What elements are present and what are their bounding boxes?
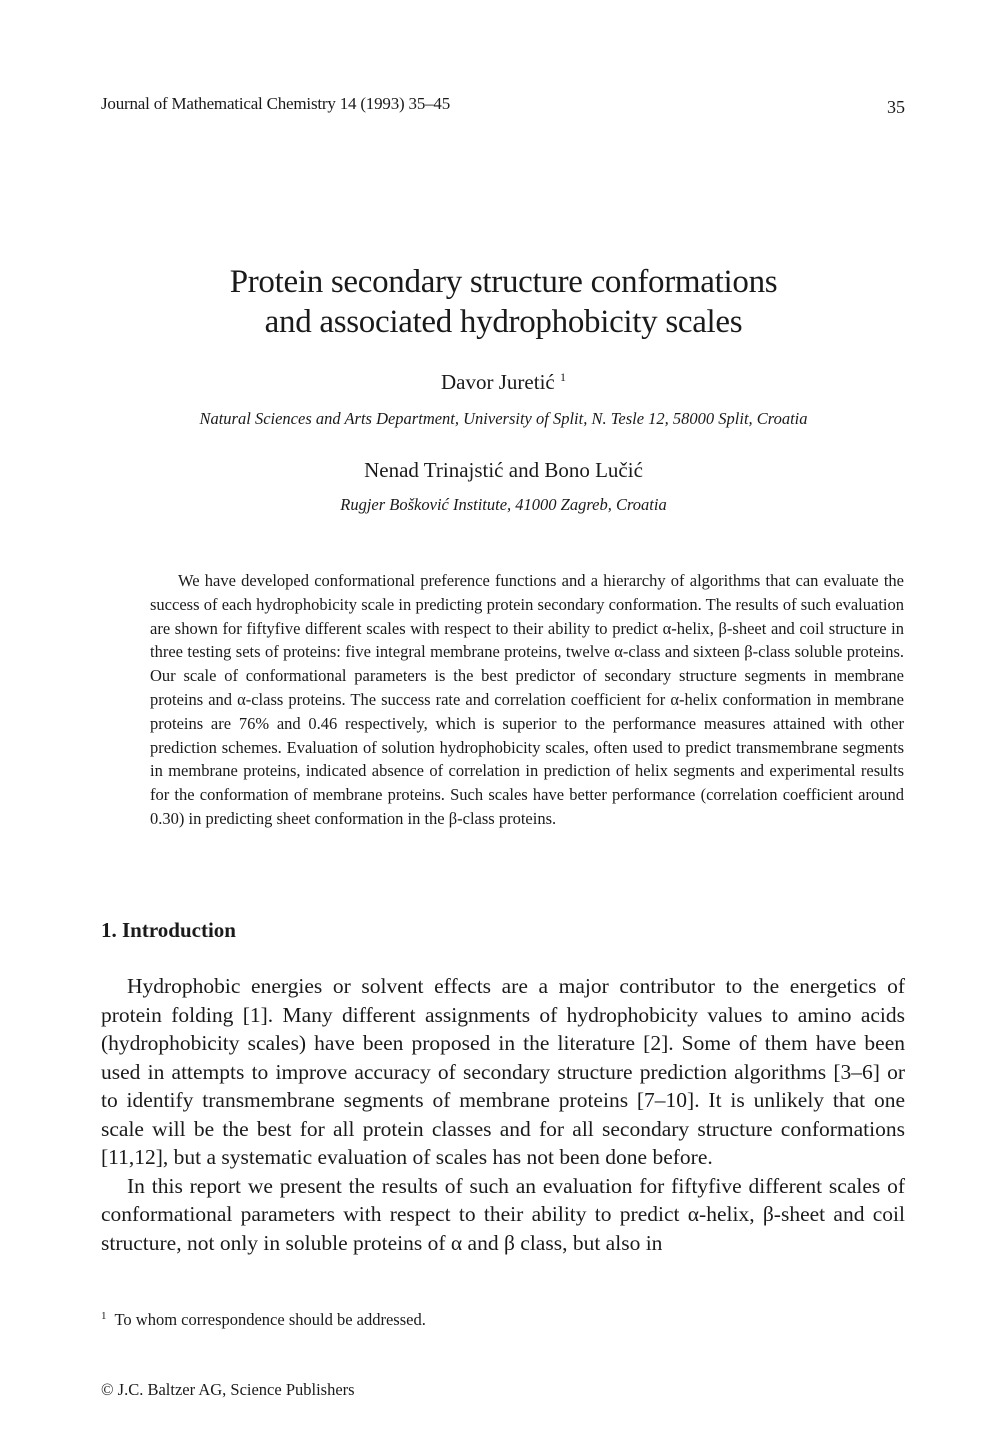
author-1-name: Davor Juretić — [441, 370, 555, 394]
body-text — [101, 972, 905, 1257]
footnote — [101, 1310, 426, 1330]
abstract-text: We have developed conformational preference functions and a hierarchy of algorithms that can evaluate the success of each hydrophobicity scale in predicting protein secondary conformation. The results of such evaluation are shown for fiftyfive different scales with respect to their ability to predict α-helix, β-sheet and coil structure in three testing sets of proteins: five integral membrane proteins, twelve α-class and sixteen β-class soluble proteins. Our scale of conformational parameters is the best predictor of secondary structure segments in membrane proteins and α-class proteins. The success rate and correlation coefficient for α-helix conformation in membrane proteins are 76% and 0.46 respectively, which is superior to the performance measures attained with other prediction schemes. Evaluation of solution hydrophobicity scales, often used to predict transmembrane segments in membrane proteins, indicated absence of correlation in prediction of helix segments and experimental results for the conformation of membrane proteins. Such scales have better performance (correlation coefficient around 0.30) in predicting sheet conformation in the β-class proteins. — [150, 571, 904, 828]
title-line-2: and associated hydrophobicity scales — [264, 304, 743, 340]
title-line-1: Protein secondary structure conformations — [229, 264, 778, 300]
footnote-mark: 1 — [101, 1310, 107, 1322]
paragraph: In this report we present the results of such an evaluation for fiftyfive different scales of conformational parameters with respect to their ability to predict α-helix, β-sheet and coil structure, not only in soluble proteins of α and β class, but also in — [101, 1173, 905, 1255]
author-1-footnote-mark: 1 — [559, 370, 566, 384]
paragraph: Hydrophobic energies or solvent effects are a major contributor to the energetics of protein folding [1]. Many different assignments of hydrophobicity values to amino acids (hydrophobicity scales) have been proposed in the literature [2]. Some of them have been used in attempts to improve accuracy of secondary structure prediction algorithms [3–6] or to identify transmembrane segments of membrane proteins [7–10]. It is unlikely that one scale will be the best for all protein classes and for all secondary structure conformations [11,12], but a systematic evaluation of scales has not been done before. — [101, 974, 905, 1169]
section-heading: 1. Introduction — [101, 918, 236, 942]
author-2-affiliation: Rugjer Bošković Institute, 41000 Zagreb, Croatia — [340, 495, 667, 514]
footnote-text: To whom correspondence should be addressed. — [114, 1310, 426, 1329]
author-1 — [0, 370, 1007, 395]
paper-title — [0, 262, 1007, 342]
abstract — [150, 569, 904, 831]
author-1-affiliation: Natural Sciences and Arts Department, University of Split, N. Tesle 12, 58000 Split, Croatia — [199, 409, 808, 428]
copyright: © J.C. Baltzer AG, Science Publishers — [101, 1380, 355, 1399]
page-number: 35 — [887, 97, 905, 117]
running-head: Journal of Mathematical Chemistry 14 (1993) 35–45 — [101, 94, 451, 113]
author-2: Nenad Trinajstić and Bono Lučić — [364, 458, 643, 482]
